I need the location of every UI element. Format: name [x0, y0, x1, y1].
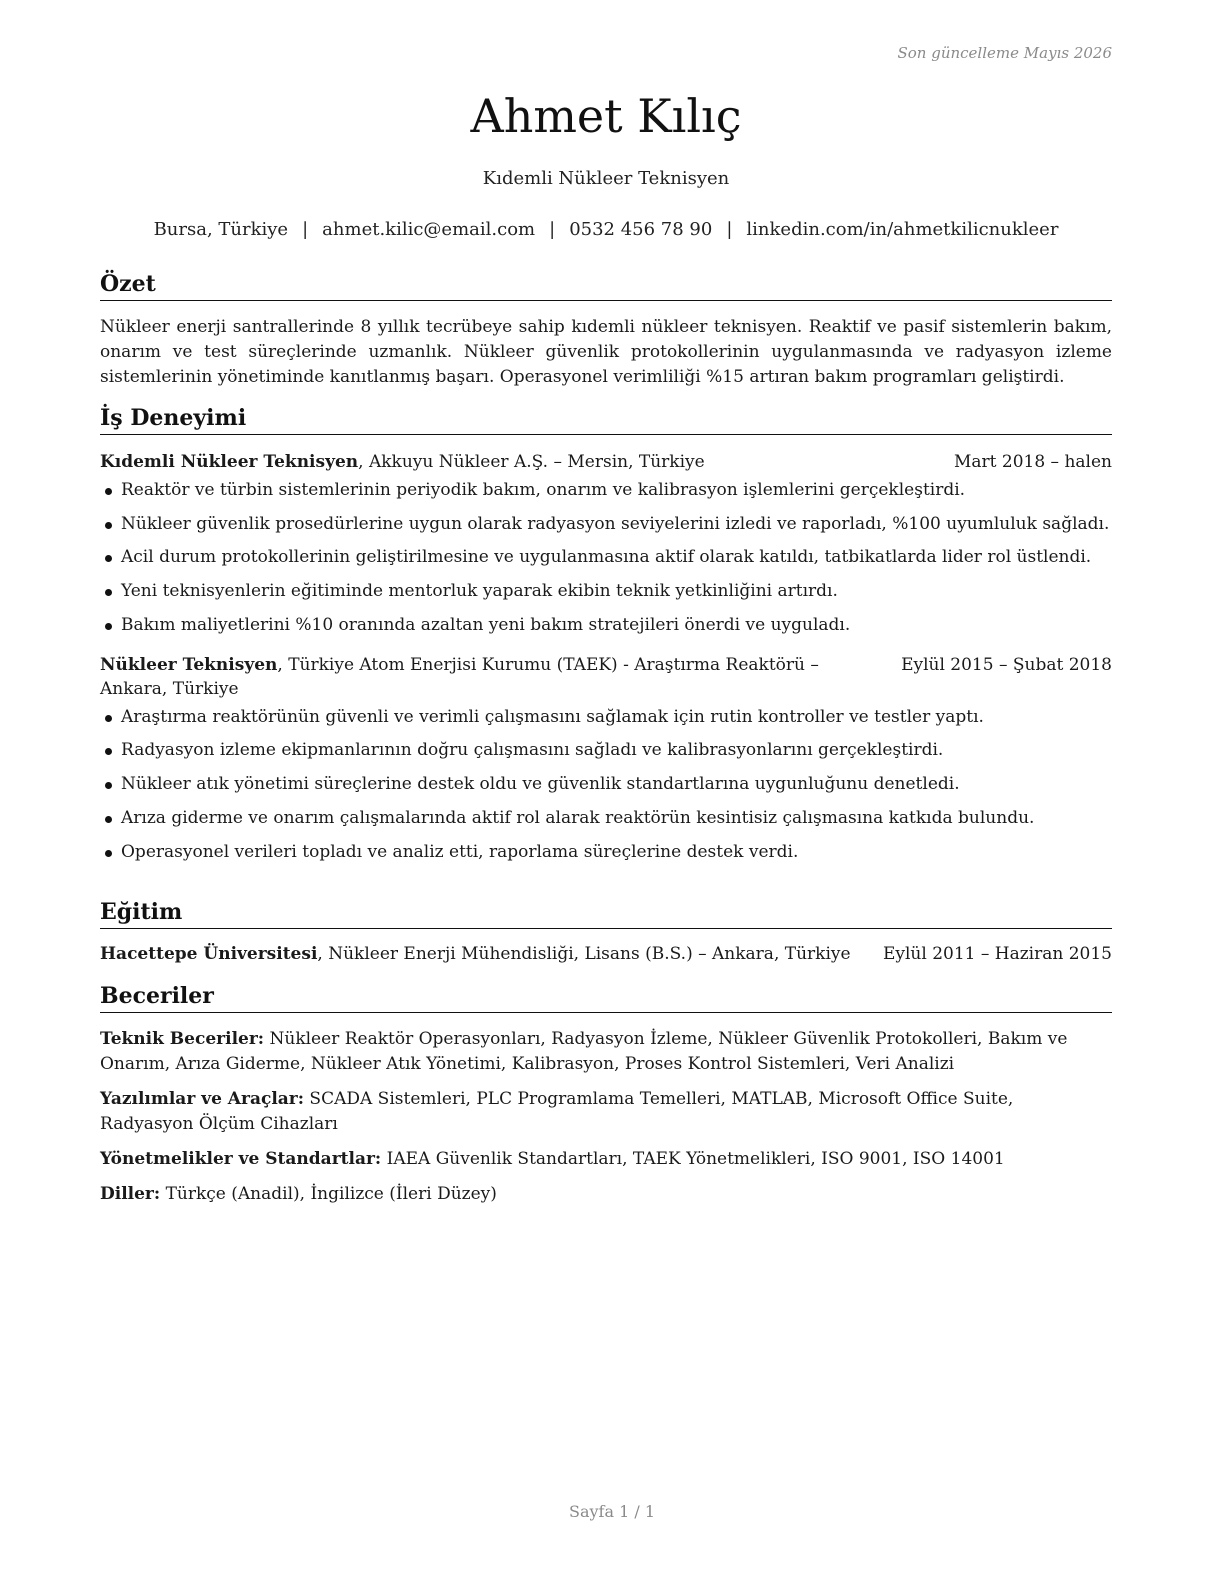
education-dates: Eylül 2011 – Haziran 2015	[882, 944, 1112, 964]
contact-email[interactable]: ahmet.kilic@email.com	[322, 219, 536, 240]
skills-section	[100, 982, 1112, 1207]
education-title-line	[100, 942, 851, 966]
skill-value: Nükleer Reaktör Operasyonları, Radyasyon İzleme, Nükleer Güvenlik Protokolleri, Bakım ve Onarım, Arıza Giderme, Nükleer Atık Yönetimi, Kalibrasyon, Proses Kontrol Sistemleri, Veri Analizi	[100, 1029, 1068, 1074]
skill-row	[100, 1182, 1112, 1207]
summary-text: Nükleer enerji santrallerinde 8 yıllık tecrübeye sahip kıdemli nükleer teknisyen. Reaktif ve pasif sistemlerin bakım, onarım ve test süreçlerinde uzmanlık. Nükleer güvenlik protokollerinin uygulanmasında ve radyasyon izleme sistemlerinin yönetiminde kanıtlanmış başarı. Operasyonel verimliliği %15 artıran bakım programları geliştirdi.	[100, 317, 1112, 387]
job-dates: Eylül 2015 – Şubat 2018	[901, 654, 1112, 675]
skill-value: IAEA Güvenlik Standartları, TAEK Yönetmelikleri, ISO 9001, ISO 14001	[381, 1149, 1005, 1169]
education-school: Hacettepe Üniversitesi	[100, 944, 318, 964]
contact-phone[interactable]: 0532 456 78 90	[569, 219, 713, 240]
person-name: Ahmet Kılıç	[470, 89, 742, 143]
section-heading-summary: Özet	[100, 270, 1112, 301]
education-entry	[100, 942, 1112, 966]
contact-separator: |	[549, 219, 556, 240]
bullet-item: Yeni teknisyenlerin eğitiminde mentorluk yaparak ekibin teknik yetkinliğini artırdı.	[100, 579, 1112, 603]
skill-label: Yazılımlar ve Araçlar:	[100, 1089, 305, 1109]
education-section	[100, 898, 1112, 966]
contact-linkedin[interactable]: linkedin.com/in/ahmetkilicnukleer	[746, 219, 1059, 240]
contact-line	[100, 219, 1112, 240]
summary-section	[100, 270, 1112, 390]
bullet-item: Acil durum protokollerinin geliştirilmesine ve uygulanmasına aktif olarak katıldı, tatbikatlarda lider rol üstlendi.	[100, 545, 1112, 569]
bullet-item: Bakım maliyetlerini %10 oranında azaltan yeni bakım stratejileri önerdi ve uyguladı.	[100, 613, 1112, 637]
skill-value: SCADA Sistemleri, PLC Programlama Temelleri, MATLAB, Microsoft Office Suite, Radyasyon Ölçüm Cihazları	[100, 1089, 1014, 1134]
job-title-line	[100, 450, 705, 474]
page-number: Sayfa 1 / 1	[568, 1502, 655, 1521]
skill-row	[100, 1147, 1112, 1172]
skill-label: Yönetmelikler ve Standartlar:	[100, 1149, 382, 1169]
job-dates: Mart 2018 – halen	[953, 452, 1112, 472]
skill-label: Teknik Beceriler:	[100, 1029, 265, 1049]
bullet-item: Arıza giderme ve onarım çalışmalarında aktif rol alarak reaktörün kesintisiz çalışmasına katkıda bulundu.	[100, 806, 1112, 830]
job-role: Kıdemli Nükleer Teknisyen	[100, 452, 359, 472]
job-header	[100, 653, 1112, 701]
last-updated: Son güncelleme Mayıs 2026	[897, 44, 1112, 62]
skill-row	[100, 1027, 1112, 1077]
skill-value: Türkçe (Anadil), İngilizce (İleri Düzey)	[160, 1184, 497, 1204]
job-org: , Akkuyu Nükleer A.Ş. – Mersin, Türkiye	[358, 452, 705, 472]
section-heading-skills: Beceriler	[100, 982, 1112, 1013]
job-org: , Türkiye Atom Enerjisi Kurumu (TAEK) - Araştırma Reaktörü – Ankara, Türkiye	[100, 654, 819, 699]
bullet-item: Operasyonel verileri topladı ve analiz etti, raporlama süreçlerine destek verdi.	[100, 840, 1112, 864]
bullet-item: Nükleer güvenlik prosedürlerine uygun olarak radyasyon seviyelerini izledi ve raporladı, %100 uyumluluk sağladı.	[100, 512, 1112, 536]
education-detail: , Nükleer Enerji Mühendisliği, Lisans (B.S.) – Ankara, Türkiye	[317, 944, 851, 964]
job-role: Nükleer Teknisyen	[100, 654, 278, 675]
skill-row	[100, 1087, 1112, 1137]
bullet-item: Araştırma reaktörünün güvenli ve verimli çalışmasını sağlamak için rutin kontroller ve testler yaptı.	[100, 705, 1112, 729]
job-bullets	[100, 705, 1112, 864]
bullet-item: Nükleer atık yönetimi süreçlerine destek oldu ve güvenlik standartlarına uygunluğunu denetledi.	[100, 772, 1112, 796]
job-title: Kıdemli Nükleer Teknisyen	[482, 168, 730, 189]
contact-separator: |	[726, 219, 733, 240]
resume-page	[100, 0, 1112, 1584]
section-heading-education: Eğitim	[100, 898, 1112, 929]
job-header	[100, 450, 1112, 474]
contact-location: Bursa, Türkiye	[153, 219, 289, 240]
contact-separator: |	[302, 219, 309, 240]
skill-label: Diller:	[100, 1184, 161, 1204]
section-heading-experience: İş Deneyimi	[100, 404, 1112, 435]
bullet-item: Radyasyon izleme ekipmanlarının doğru çalışmasını sağladı ve kalibrasyonlarını gerçekleştirdi.	[100, 738, 1112, 762]
job-bullets	[100, 478, 1112, 637]
experience-section	[100, 404, 1112, 873]
bullet-item: Reaktör ve türbin sistemlerinin periyodik bakım, onarım ve kalibrasyon işlemlerini gerçekleştirdi.	[100, 478, 1112, 502]
job-title-line	[100, 653, 890, 701]
